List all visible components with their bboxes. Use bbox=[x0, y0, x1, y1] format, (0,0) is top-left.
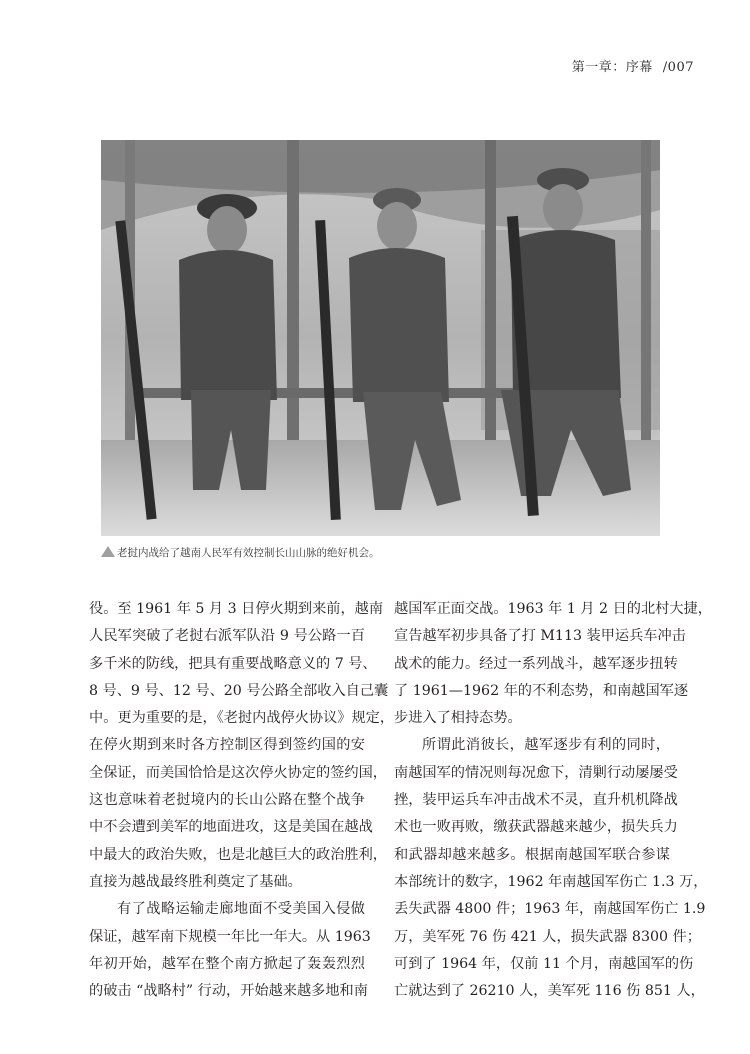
text-line: 中。更为重要的是，《老挝内战停火协议》规定， bbox=[89, 710, 395, 727]
text-line: 宣告越军初步具备了打 M113 装甲运兵车冲击 bbox=[394, 628, 686, 645]
text-line: 多千米的防线，把具有重要战略意义的 7 号、 bbox=[89, 655, 377, 672]
text-line: 这也意味着老挝境内的长山公路在整个战争 bbox=[89, 792, 365, 809]
text-line: 挫，装甲运兵车冲击战术不灵，直升机机降战 bbox=[394, 792, 678, 809]
text-line: 战术的能力。经过一系列战斗，越军逐步扭转 bbox=[394, 655, 678, 672]
caption-text: 老挝内战给了越南人民军有效控制长山山脉的绝好机会。 bbox=[117, 547, 380, 559]
text-line: 所谓此消彼长，越军逐步有利的同时， bbox=[422, 737, 670, 754]
text-line: 全保证，而美国恰恰是这次停火协定的签约国， bbox=[89, 764, 387, 781]
text-line: 在停火期到来时各方控制区得到签约国的安 bbox=[89, 737, 365, 754]
text-line: 人民军突破了老挝右派军队沿 9 号公路一百 bbox=[89, 628, 365, 645]
photo-image bbox=[101, 140, 660, 536]
text-line: 的破击 “战略村” 行动，开始越来越多地和南 bbox=[89, 983, 368, 1000]
text-line: 亡就达到了 26210 人，美军死 116 伤 851 人， bbox=[394, 983, 705, 1000]
text-line: 本部统计的数字，1962 年南越国军伤亡 1.3 万， bbox=[394, 873, 708, 890]
text-line: 有了战略运输走廊地面不受美国入侵做 bbox=[117, 901, 365, 918]
text-line: 8 号、9 号、12 号、20 号公路全部收入自己囊 bbox=[89, 682, 389, 699]
text-line: 丢失武器 4800 件；1963 年，南越国军伤亡 1.9 bbox=[394, 901, 706, 918]
figure-caption bbox=[101, 545, 701, 560]
text-line: 役。至 1961 年 5 月 3 日停火期到来前，越南 bbox=[89, 601, 384, 617]
text-line: 直接为越战最终胜利奠定了基础。 bbox=[89, 873, 302, 890]
text-line: 和武器却越来越多。根据南越国军联合参谋 bbox=[394, 846, 670, 863]
text-line: 步进入了相持态势。 bbox=[394, 710, 522, 727]
figure-photo bbox=[101, 140, 660, 536]
running-head bbox=[572, 56, 698, 75]
page-number: /007 bbox=[662, 60, 694, 75]
caption-triangle-icon bbox=[101, 546, 115, 557]
text-line: 术也一败再败，缴获武器越来越少，损失兵力 bbox=[394, 819, 678, 836]
text-line: 中最大的政治失败，也是北越巨大的政治胜利， bbox=[89, 846, 387, 863]
text-line: 年初开始，越军在整个南方掀起了轰轰烈烈 bbox=[89, 955, 365, 972]
text-line: 保证，越军南下规模一年比一年大。从 1963 bbox=[89, 928, 371, 945]
text-line: 万，美军死 76 伤 421 人，损失武器 8300 件； bbox=[394, 928, 701, 945]
chapter-title: 第一章：序幕 bbox=[571, 60, 653, 75]
text-line: 中不会遭到美军的地面进攻，这是美国在越战 bbox=[89, 819, 373, 836]
text-line: 越国军正面交战。1963 年 1 月 2 日的北村大捷， bbox=[394, 601, 712, 617]
text-line: 南越国军的情况则每况愈下，清剿行动屡屡受 bbox=[394, 764, 678, 781]
body-column-left bbox=[89, 596, 395, 1005]
text-line: 可到了 1964 年，仅前 11 个月，南越国军的伤 bbox=[394, 955, 694, 972]
text-line: 了 1961—1962 年的不利态势，和南越国军逐 bbox=[394, 682, 689, 699]
body-column-right bbox=[394, 596, 712, 1005]
